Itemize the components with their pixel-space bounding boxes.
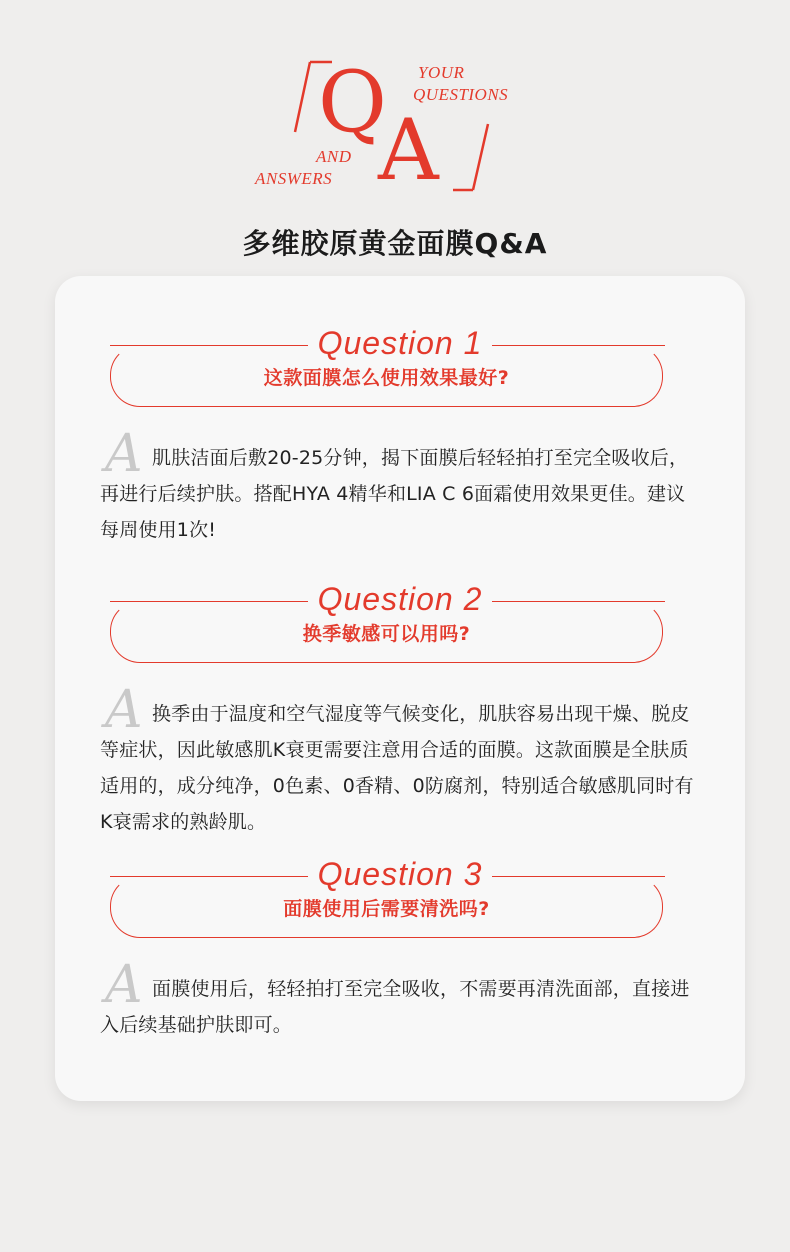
logo-answers: ANSWERS (255, 169, 333, 188)
logo-and: AND (316, 147, 352, 166)
answer-letter: A (105, 424, 143, 484)
question-text: 面膜使用后需要清洗吗? (283, 897, 490, 920)
logo-a: A (378, 101, 439, 199)
question-label: Question 3 (55, 858, 745, 890)
answer-text: 换季由于温度和空气湿度等气候变化，肌肤容易出现干燥、脱皮等症状，因此敏感肌K衰更需要注意用合适的面膜。这款面膜是全肤质适用的，成分纯净，0色素、0香精、0防腐剂，特别适合敏感肌同时有K衰需求的熟龄肌。 (100, 703, 694, 833)
question-label: Question 2 (55, 583, 745, 615)
logo-your: YOUR (418, 63, 465, 82)
question-text: 这款面膜怎么使用效果最好? (263, 366, 510, 389)
answer-3 (100, 955, 700, 1043)
logo-q: Q (318, 53, 387, 151)
answer-letter: A (105, 955, 143, 1015)
question-label: Question 1 (55, 327, 745, 359)
page-title: 多维胶原黄金面膜Q&A (242, 227, 548, 260)
answer-text: 肌肤洁面后敷20-25分钟，揭下面膜后轻轻拍打至完全吸收后，再进行后续护肤。搭配HYA 4精华和LIA C 6面霜使用效果更佳。建议每周使用1次! (100, 447, 689, 541)
logo-questions: QUESTIONS (413, 85, 509, 104)
answer-1 (100, 424, 700, 548)
question-text: 换季敏感可以用吗? (302, 622, 471, 645)
qa-card (55, 276, 745, 1101)
answer-2 (100, 680, 700, 840)
qa-logo (250, 52, 540, 202)
answer-text: 面膜使用后，轻轻拍打至完全吸收，不需要再清洗面部，直接进入后续基础护肤即可。 (100, 978, 690, 1036)
answer-letter: A (105, 680, 143, 740)
